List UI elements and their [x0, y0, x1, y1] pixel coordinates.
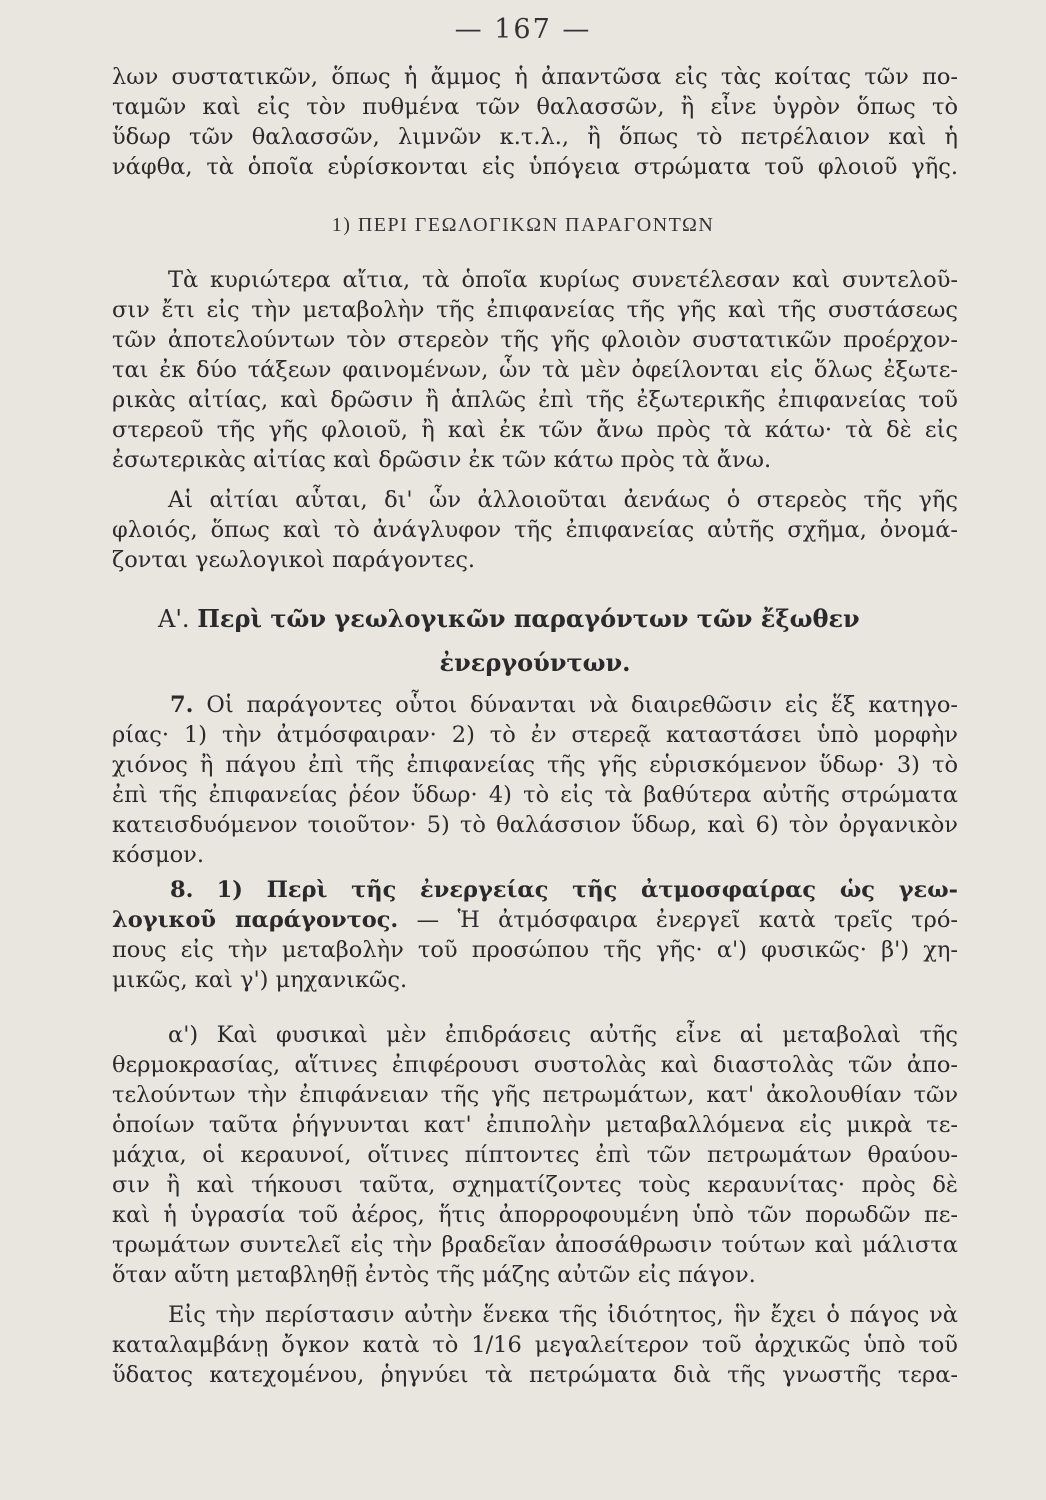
- text-line: καταλαμβάνῃ ὄγκον κατὰ τὸ 1/16 μεγαλείτερον τοῦ ἀρχικῶς ὑπὸ τοῦ: [112, 1332, 958, 1358]
- text-line: ἐπὶ τῆς ἐπιφανείας ῥέον ὕδωρ· 4) τὸ εἰς τὰ βαθύτερα αὐτῆς στρώματα: [112, 782, 958, 808]
- text-line: στερεοῦ τῆς γῆς φλοιοῦ, ἢ καὶ ἐκ τῶν ἄνω πρὸς τὰ κάτω· τὰ δὲ εἰς: [112, 417, 958, 443]
- intro-paragraph: [112, 62, 958, 182]
- subheading-a-title-cont: ἐνεργούντων.: [439, 648, 631, 677]
- text-line: Εἰς τὴν περίστασιν αὐτὴν ἕνεκα τῆς ἰδιότητος, ἣν ἔχει ὁ πάγος νὰ: [168, 1302, 958, 1328]
- paragraph-ice: [112, 1300, 958, 1390]
- text-line: ρίας· 1) τὴν ἀτμόσφαιραν· 2) τὸ ἐν στερεᾷ καταστάσει ὑπὸ μορφὴν: [112, 722, 958, 748]
- text-line: ἐσωτερικὰς αἰτίας καὶ δρῶσιν ἐκ τῶν κάτω πρὸς τὰ ἄνω.: [112, 447, 772, 473]
- text-line: σιν ἔτι εἰς τὴν μεταβολὴν τῆς ἐπιφανείας τῆς γῆς καὶ τῆς συστάσεως: [112, 297, 958, 323]
- text-line: ταμῶν καὶ εἰς τὸν πυθμένα τῶν θαλασσῶν, ἢ εἶνε ὑγρὸν ὅπως τὸ: [112, 94, 958, 120]
- text-line: — Ἡ ἀτμόσφαιρα ἐνεργεῖ κατὰ τρεῖς τρό-: [416, 907, 958, 933]
- text-line: ται ἐκ δύο τάξεων φαινομένων, ὧν τὰ μὲν ὀφείλονται εἰς ὅλως ἐξωτε-: [112, 357, 958, 383]
- text-line: νάφθα, τὰ ὁποῖα εὑρίσκονται εἰς ὑπόγεια στρώματα τοῦ φλοιοῦ γῆς.: [112, 154, 958, 180]
- section-number: 8.: [170, 877, 194, 903]
- text-line: α') Καὶ φυσικαὶ μὲν ἐπιδράσεις αὐτῆς εἶνε αἱ μεταβολαὶ τῆς: [168, 1022, 958, 1048]
- text-line: ζονται γεωλογικοὶ παράγοντες.: [112, 547, 476, 573]
- text-line: μάχια, οἱ κεραυνοί, οἵτινες πίπτοντες ἐπὶ τῶν πετρωμάτων θραύου-: [112, 1142, 958, 1168]
- section-8: [112, 875, 958, 995]
- text-line: Οἱ παράγοντες οὗτοι δύνανται νὰ διαιρεθῶσιν εἰς ἕξ κατηγο-: [206, 692, 958, 718]
- text-line: λων συστατικῶν, ὅπως ἡ ἄμμος ἡ ἀπαντῶσα εἰς τὰς κοίτας τῶν πο-: [112, 64, 958, 90]
- paragraph-causes: [112, 265, 958, 475]
- section-title-cont: λογικοῦ παράγοντος.: [112, 907, 399, 933]
- text-line: θερμοκρασίας, αἵτινες ἐπιφέρουσι συστολὰς καὶ διαστολὰς τῶν ἀπο-: [112, 1052, 958, 1078]
- text-line: μικῶς, καὶ γ') μηχανικῶς.: [112, 967, 408, 993]
- text-line: φλοιός, ὅπως καὶ τὸ ἀνάγλυφον τῆς ἐπιφανείας αὐτῆς σχῆμα, ὀνομά-: [112, 517, 958, 543]
- text-line: καὶ ἡ ὑγρασία τοῦ ἀέρος, ἥτις ἀπορροφουμένη ὑπὸ τῶν πορωδῶν πε-: [112, 1202, 958, 1228]
- subheading-a: [112, 604, 958, 678]
- text-line: ὅταν αὕτη μεταβληθῇ ἐντὸς τῆς μάζης αὐτῶν εἰς πάγον.: [112, 1262, 756, 1288]
- section-number: 7.: [170, 692, 194, 718]
- section-title: 1) Περὶ τῆς ἐνεργείας τῆς ἀτμοσφαίρας ὡς γεω-: [216, 877, 958, 903]
- text-line: Αἱ αἰτίαι αὗται, δι' ὧν ἀλλοιοῦται ἀενάως ὁ στερεὸς τῆς γῆς: [168, 487, 958, 513]
- text-line: ὕδατος κατεχομένου, ῥηγνύει τὰ πετρώματα διὰ τῆς γνωστῆς τερα-: [112, 1362, 958, 1388]
- text-line: πους εἰς τὴν μεταβολὴν τοῦ προσώπου τῆς γῆς· α') φυσικῶς· β') χη-: [112, 937, 958, 963]
- paragraph-factors: [112, 485, 958, 575]
- section-7: [112, 690, 958, 870]
- subheading-a-title: Περὶ τῶν γεωλογικῶν παραγόντων τῶν ἔξωθεν: [197, 604, 860, 633]
- text-line: ὕδωρ τῶν θαλασσῶν, λιμνῶν κ.τ.λ., ἢ ὅπως τὸ πετρέλαιον καὶ ἡ: [112, 124, 958, 150]
- text-line: ρικὰς αἰτίας, καὶ δρῶσιν ἢ ἁπλῶς ἐπὶ τῆς ἐξωτερικῆς ἐπιφανείας τοῦ: [112, 387, 958, 413]
- text-line: Τὰ κυριώτερα αἴτια, τὰ ὁποῖα κυρίως συνετέλεσαν καὶ συντελοῦ-: [168, 267, 958, 293]
- paragraph-alpha: [112, 1020, 958, 1290]
- text-line: κόσμον.: [112, 842, 204, 868]
- subheading-a-prefix: Α'.: [158, 605, 190, 633]
- section-heading: 1) ΠΕΡΙ ΓΕΩΛΟΓΙΚΩΝ ΠΑΡΑΓΟΝΤΩΝ: [331, 214, 715, 236]
- text-line: χιόνος ἢ πάγου ἐπὶ τῆς ἐπιφανείας τῆς γῆς εὑρισκόμενον ὕδωρ· 3) τὸ: [112, 752, 958, 778]
- page-number: — 167 —: [454, 14, 592, 45]
- text-line: σιν ἢ καὶ τήκουσι ταῦτα, σχηματίζοντες τοὺς κεραυνίτας· πρὸς δὲ: [112, 1172, 958, 1198]
- text-line: τῶν ἀποτελούντων τὸν στερεὸν τῆς γῆς φλοιὸν συστατικῶν προέρχον-: [112, 327, 958, 353]
- text-line: κατεισδυόμενον τοιοῦτον· 5) τὸ θαλάσσιον ὕδωρ, καὶ 6) τὸν ὀργανικὸν: [112, 812, 958, 838]
- text-line: ὁποίων ταῦτα ῥήγνυνται κατ' ἐπιπολὴν μεταβαλλόμενα εἰς μικρὰ τε-: [112, 1112, 958, 1138]
- text-line: τρωμάτων συντελεῖ εἰς τὴν βραδεῖαν ἀποσάθρωσιν τούτων καὶ μάλιστα: [112, 1232, 958, 1258]
- text-line: τελούντων τὴν ἐπιφάνειαν τῆς γῆς πετρωμάτων, κατ' ἀκολουθίαν τῶν: [112, 1082, 958, 1108]
